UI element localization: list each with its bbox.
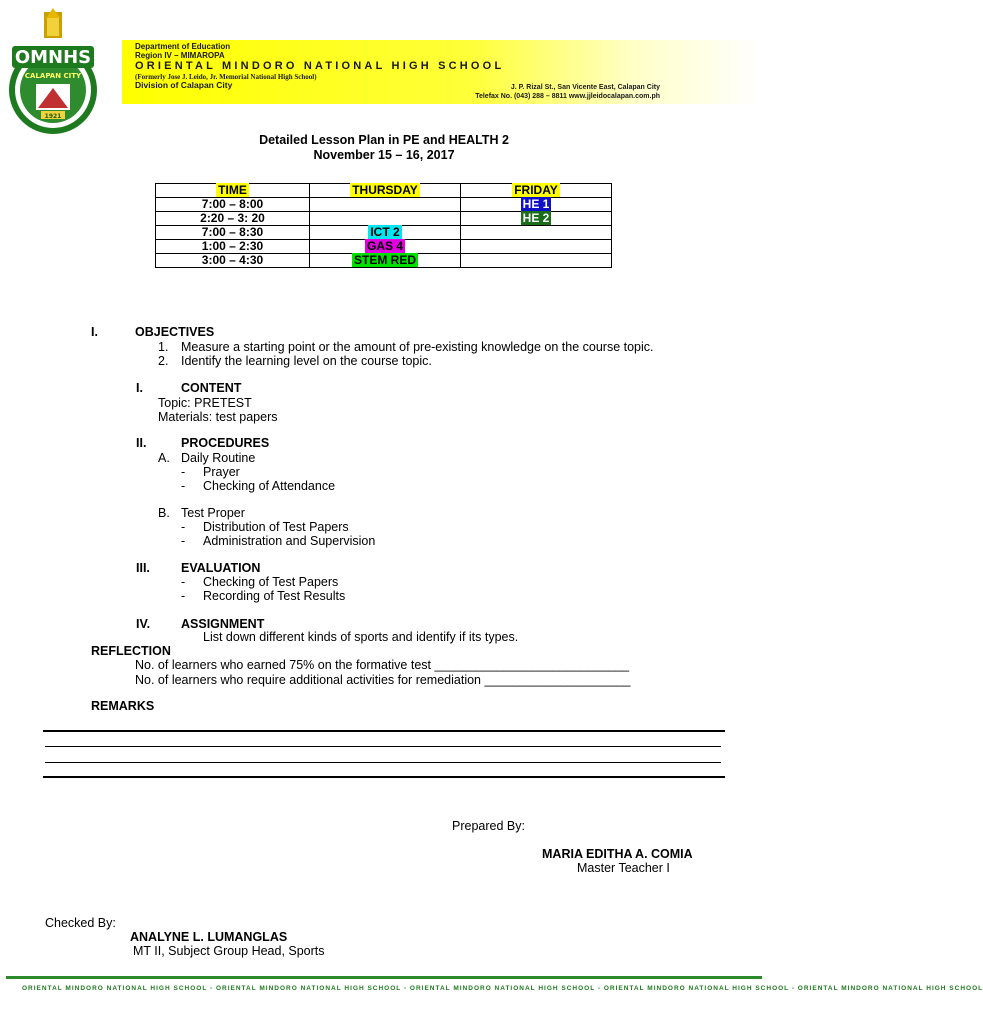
objectives-numeral: I. bbox=[91, 325, 98, 339]
prepared-by-label: Prepared By: bbox=[452, 819, 525, 833]
thursday-cell bbox=[310, 254, 461, 268]
reflection-line-1: No. of learners who earned 75% on the formative test ____________________________ bbox=[135, 658, 630, 672]
time-cell: 1:00 – 2:30 bbox=[156, 240, 310, 254]
list-item: Distribution of Test Papers bbox=[203, 520, 349, 534]
thursday-cell bbox=[310, 212, 461, 226]
school-address: J. P. Rizal St., San Vicente East, Calapan City bbox=[510, 84, 660, 91]
evaluation-heading: EVALUATION bbox=[181, 561, 261, 575]
footer-rule bbox=[6, 976, 762, 979]
list-item: Administration and Supervision bbox=[203, 534, 376, 548]
region-label: Region IV – MIMAROPA bbox=[135, 51, 225, 60]
page-title: Detailed Lesson Plan in PE and HEALTH 2 bbox=[259, 133, 509, 147]
reflection-line-2: No. of learners who require additional activities for remediation _____________________ bbox=[135, 673, 631, 687]
time-cell: 7:00 – 8:30 bbox=[156, 226, 310, 240]
thursday-cell bbox=[310, 198, 461, 212]
objective-text-1: Measure a starting point or the amount of pre-existing knowledge on the course topic. bbox=[181, 340, 654, 354]
procedure-a-title: Daily Routine bbox=[181, 451, 256, 465]
bullet-dash: - bbox=[181, 479, 186, 493]
schedule-table bbox=[155, 183, 612, 268]
objectives-heading: OBJECTIVES bbox=[135, 325, 215, 339]
class-badge-he1: HE 1 bbox=[522, 197, 550, 211]
prepared-by-name: MARIA EDITHA A. COMIA bbox=[542, 847, 693, 861]
reflection-heading: REFLECTION bbox=[91, 644, 171, 658]
remarks-line bbox=[45, 746, 721, 747]
objective-num-2: 2. bbox=[158, 354, 169, 368]
procedures-numeral: II. bbox=[136, 436, 147, 450]
content-materials: Materials: test papers bbox=[158, 410, 278, 424]
friday-cell bbox=[461, 198, 612, 212]
dept-label: Department of Education bbox=[135, 42, 231, 51]
checked-by-name: ANALYNE L. LUMANGLAS bbox=[130, 930, 288, 944]
class-badge-stem-red: STEM RED bbox=[353, 253, 416, 267]
table-row bbox=[156, 254, 612, 268]
remarks-heading: REMARKS bbox=[91, 699, 155, 713]
list-item: Checking of Test Papers bbox=[203, 575, 339, 589]
former-name: (Formerly Jose J. Leido, Jr. Memorial National High School) bbox=[135, 73, 317, 81]
bullet-dash: - bbox=[181, 465, 186, 479]
class-badge-gas4: GAS 4 bbox=[366, 239, 403, 253]
content-heading: CONTENT bbox=[181, 381, 242, 395]
thursday-cell bbox=[310, 240, 461, 254]
procedure-b-label: B. bbox=[158, 506, 170, 520]
remarks-line bbox=[45, 762, 721, 763]
school-contact: Telefax No. (043) 288 – 8811 www.jjleidocalapan.com.ph bbox=[475, 93, 660, 100]
bullet-dash: - bbox=[181, 589, 186, 603]
table-row bbox=[156, 212, 612, 226]
logo-text: OMNHS bbox=[14, 47, 92, 68]
assignment-text: List down different kinds of sports and identify if its types. bbox=[203, 630, 519, 644]
checked-by-title: MT II, Subject Group Head, Sports bbox=[133, 944, 325, 958]
bullet-dash: - bbox=[181, 534, 186, 548]
class-badge-he2: HE 2 bbox=[522, 211, 550, 225]
time-cell: 3:00 – 4:30 bbox=[156, 254, 310, 268]
table-header-row bbox=[156, 184, 612, 198]
friday-cell bbox=[461, 240, 612, 254]
checked-by-label: Checked By: bbox=[45, 916, 116, 930]
time-cell: 7:00 – 8:00 bbox=[156, 198, 310, 212]
prepared-by-title: Master Teacher I bbox=[577, 861, 670, 875]
list-item: Prayer bbox=[203, 465, 240, 479]
objective-num-1: 1. bbox=[158, 340, 169, 354]
remarks-rule-bottom bbox=[43, 776, 725, 778]
friday-cell bbox=[461, 226, 612, 240]
division-label: Division of Calapan City bbox=[135, 80, 233, 90]
remarks-rule-top bbox=[43, 730, 725, 732]
col-header-friday: FRIDAY bbox=[514, 183, 558, 197]
list-item: Recording of Test Results bbox=[203, 589, 346, 603]
col-header-thursday: THURSDAY bbox=[352, 183, 418, 197]
friday-cell bbox=[461, 254, 612, 268]
procedure-a-label: A. bbox=[158, 451, 170, 465]
table-row bbox=[156, 240, 612, 254]
friday-cell bbox=[461, 212, 612, 226]
procedures-heading: PROCEDURES bbox=[181, 436, 270, 450]
content-numeral: I. bbox=[136, 381, 143, 395]
school-name: ORIENTAL MINDORO NATIONAL HIGH SCHOOL bbox=[135, 60, 505, 72]
thursday-cell bbox=[310, 226, 461, 240]
school-seal-logo bbox=[8, 8, 98, 136]
time-cell: 2:20 – 3: 20 bbox=[156, 212, 310, 226]
footer-text: ORIENTAL MINDORO NATIONAL HIGH SCHOOL - ORIENTAL MINDORO NATIONAL HIGH SCHOOL - ORIENTAL MINDORO NATIONAL HIGH SCHOOL - ORIENTAL MINDORO NATIONAL HIGH SCHOOL - ORIENTAL MINDORO NATIONAL HIGH SCHOOL bbox=[22, 985, 983, 992]
page-date: November 15 – 16, 2017 bbox=[313, 148, 455, 162]
assignment-numeral: IV. bbox=[136, 617, 151, 631]
bullet-dash: - bbox=[181, 575, 186, 589]
col-header-time: TIME bbox=[218, 183, 247, 197]
objective-text-2: Identify the learning level on the course topic. bbox=[181, 354, 432, 368]
class-badge-ict2: ICT 2 bbox=[370, 225, 400, 239]
table-row bbox=[156, 226, 612, 240]
bullet-dash: - bbox=[181, 520, 186, 534]
procedure-b-title: Test Proper bbox=[181, 506, 245, 520]
list-item: Checking of Attendance bbox=[203, 479, 336, 493]
logo-city: CALAPAN CITY bbox=[24, 72, 82, 80]
logo-year: 1921 bbox=[44, 113, 62, 120]
assignment-heading: ASSIGNMENT bbox=[181, 617, 265, 631]
content-topic: Topic: PRETEST bbox=[158, 396, 252, 410]
table-row bbox=[156, 198, 612, 212]
evaluation-numeral: III. bbox=[136, 561, 150, 575]
